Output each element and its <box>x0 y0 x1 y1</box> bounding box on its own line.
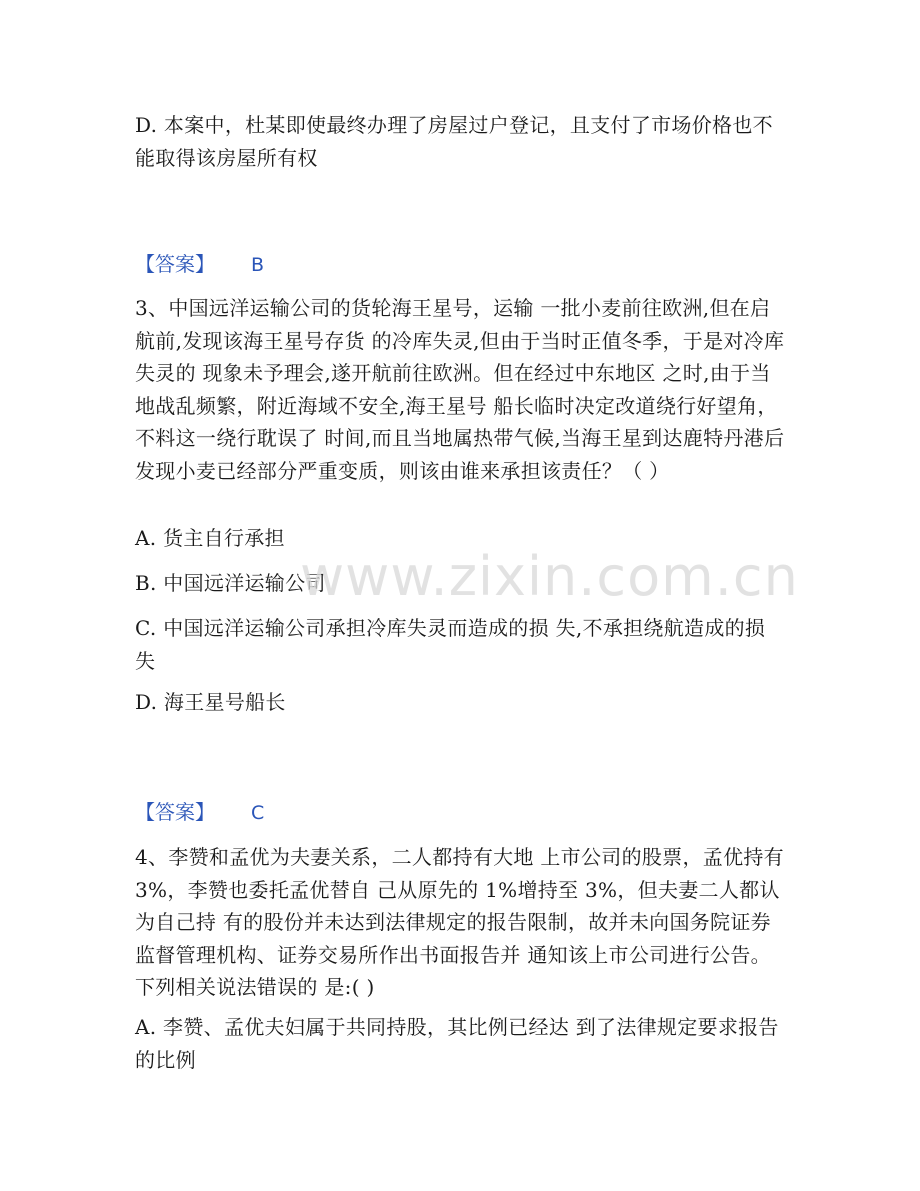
question-3-option-c: C. 中国远洋运输公司承担冷库失灵而造成的损 失,不承担绕航造成的损失 <box>135 616 766 673</box>
question-3-option-b: B. 中国远洋运输公司 <box>135 571 326 595</box>
answer-value: B <box>251 254 265 276</box>
answer-block-1 <box>135 249 264 280</box>
answer-label: 【答案】 <box>135 252 215 276</box>
question-3-stem: 3、中国远洋运输公司的货轮海王星号，运输 一批小麦前往欧洲,但在启航前,发现该海王星号存货 的冷库失灵,但由于当时正值冬季，于是对冷库失灵的 现象未予理会,遂开航前往欧洲。但在经过中东地区 之时,由于当地战乱频繁，附近海域不安全,海王星号 船长临时决定改道绕行好望角，不料这一绕行耽误了 时间,而且当地属热带气候,当海王星到达鹿特丹港后发现小麦已经部分严重变质，则该由谁来承担该责任？（ ） <box>135 296 785 483</box>
question-4-option-a: A. 李赞、孟优夫妇属于共同持股，其比例已经达 到了法律规定要求报告的比例 <box>135 1015 779 1072</box>
question-4-stem: 4、李赞和孟优为夫妻关系，二人都持有大地 上市公司的股票，孟优持有 3%，李赞也委托孟优替自 己从原先的 1%增持至 3%，但夫妻二人都认为自己持 有的股份并未达到法律规定的报告限制，故并未向国务院证券监督管理机构、证券交易所作出书面报告并 通知该上市公司进行公告。下列相关说法错误的 是:( ) <box>135 845 784 999</box>
question-3-option-d: D. 海王星号船长 <box>135 690 286 714</box>
question-3-option-a: A. 货主自行承担 <box>135 526 285 550</box>
answer-value: C <box>251 802 265 824</box>
question-2-option-d: D. 本案中，杜某即使最终办理了房屋过户登记，且支付了市场价格也不能取得该房屋所有权 <box>135 113 773 170</box>
answer-label: 【答案】 <box>135 800 215 824</box>
watermark: www.zixin.com.cn <box>300 545 799 608</box>
answer-block-2 <box>135 797 264 828</box>
